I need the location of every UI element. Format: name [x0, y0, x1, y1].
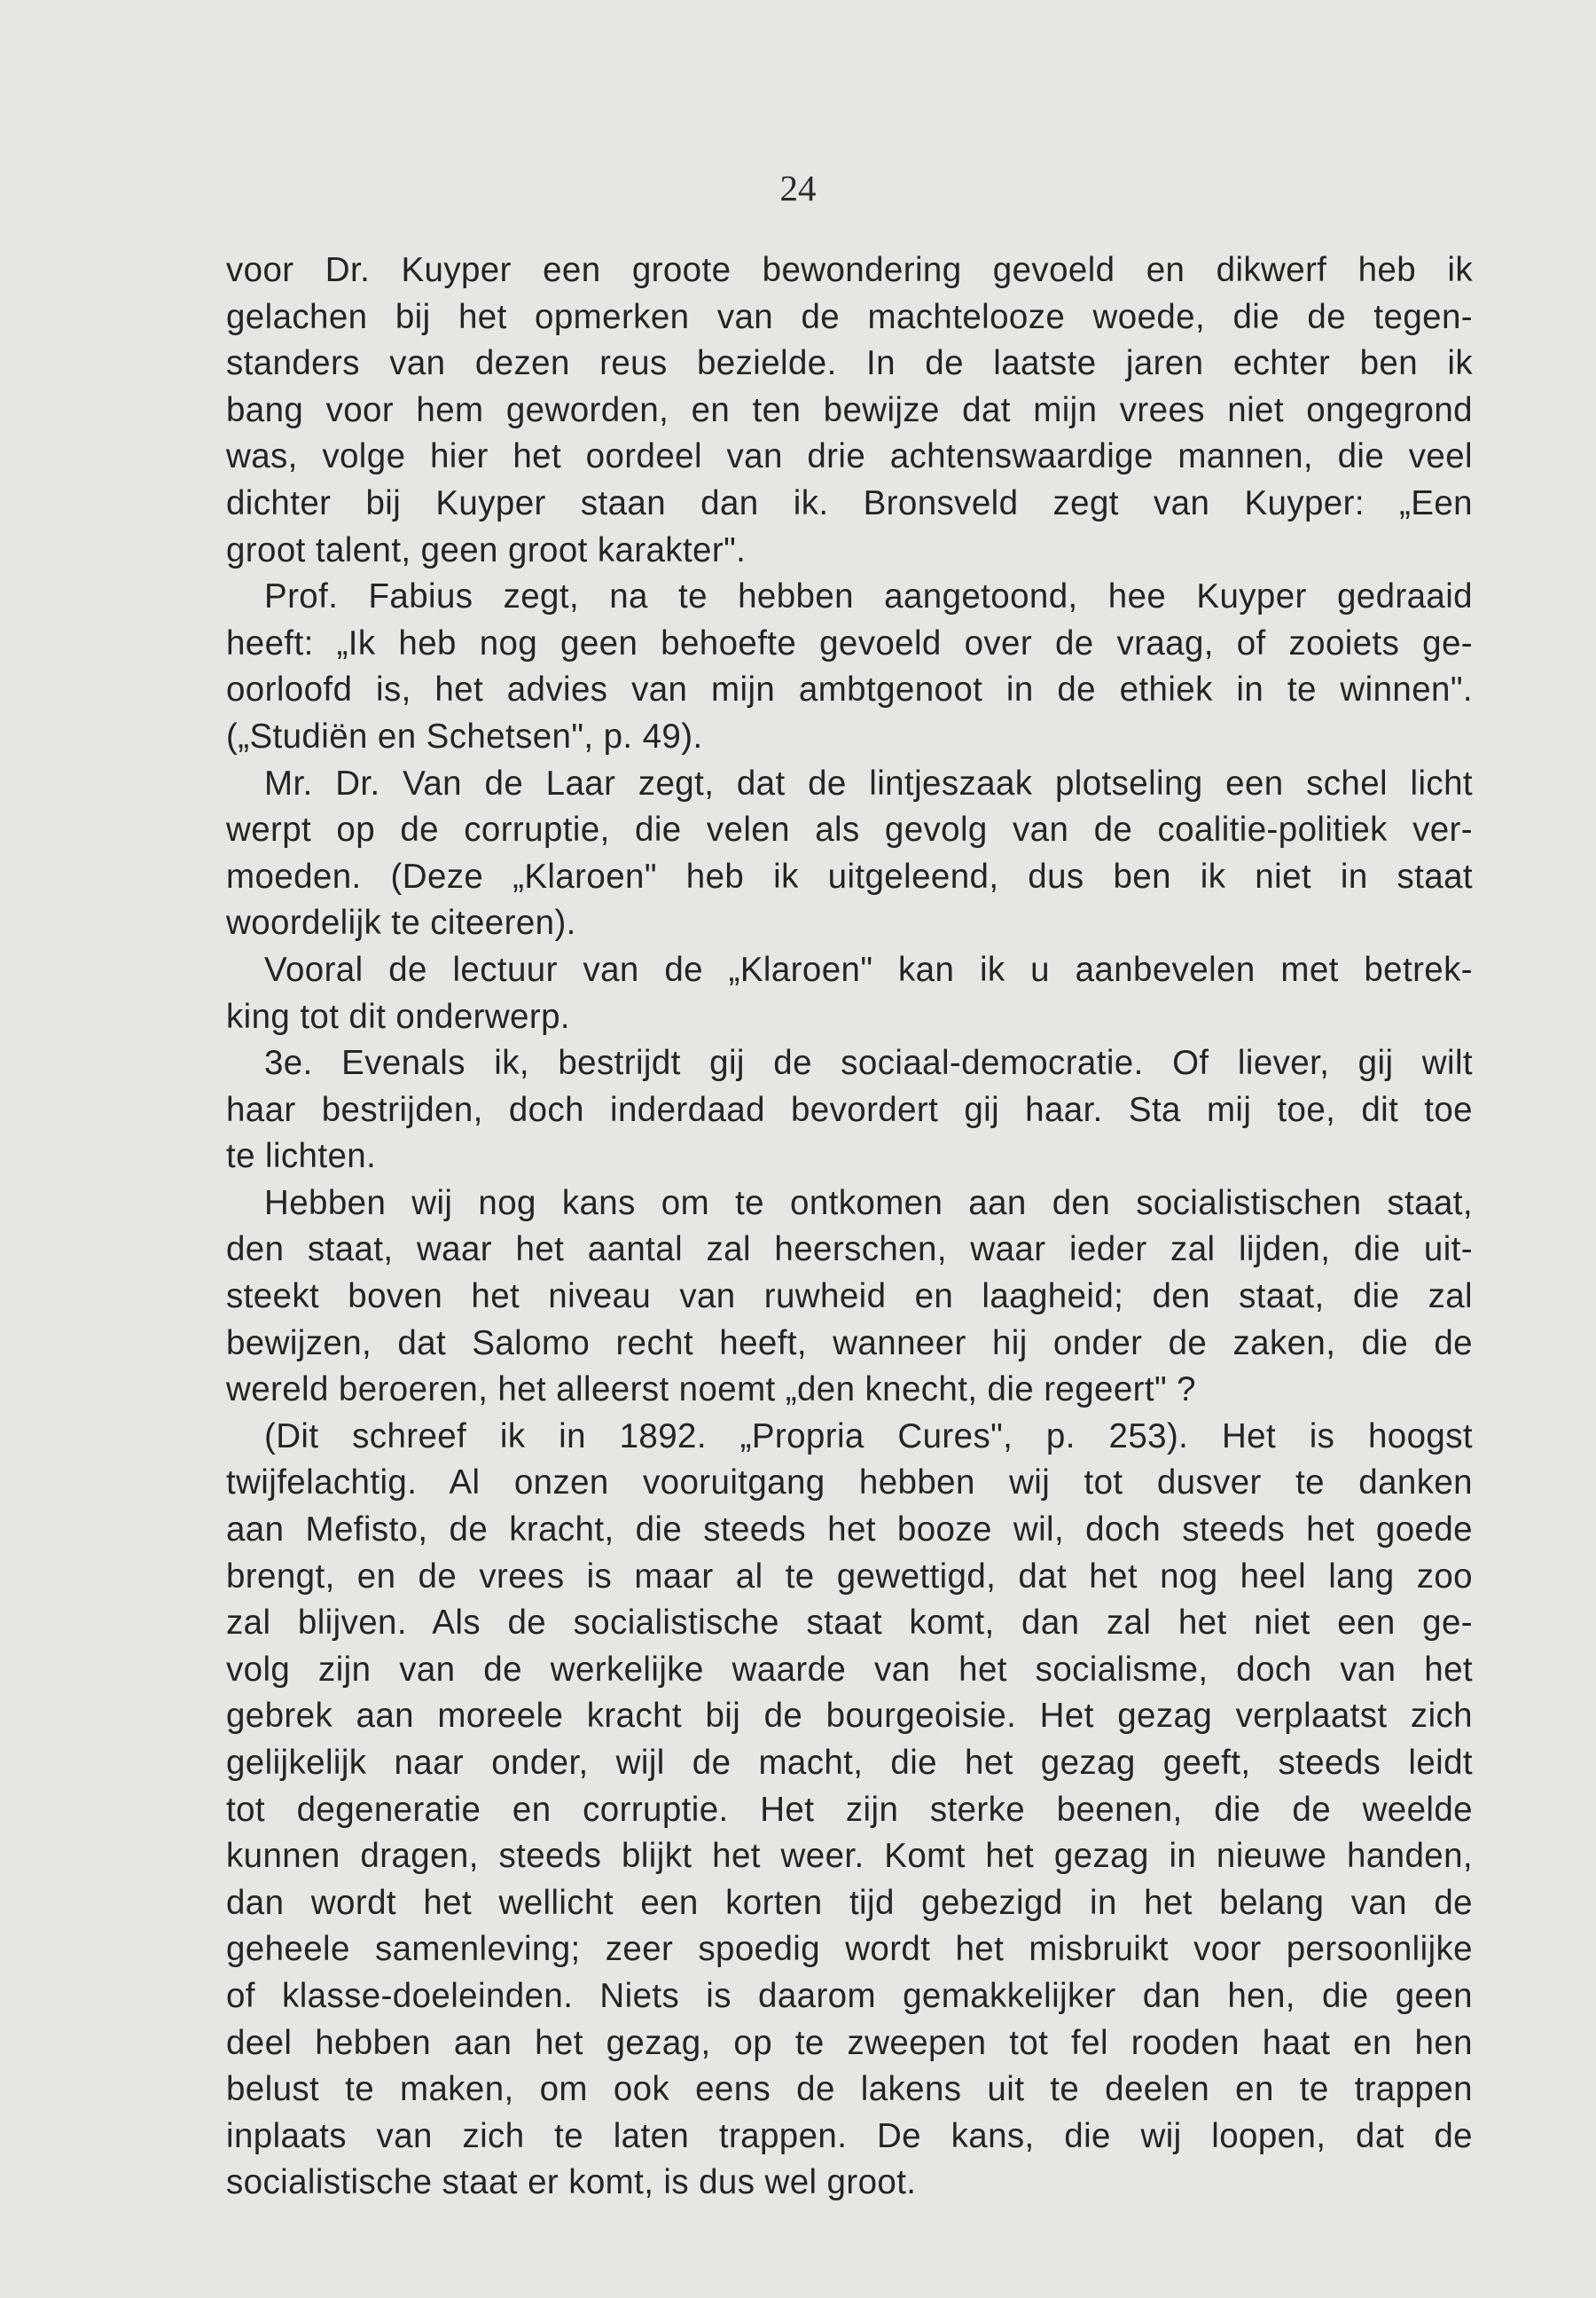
text-line: dichter bij Kuyper staan dan ik. Bronsveld zegt van Kuyper: „Een [226, 483, 1473, 522]
text-line: steekt boven het niveau van ruwheid en laagheid; den staat, die zal [226, 1277, 1473, 1316]
text-line: 3e. Evenals ik, bestrijdt gij de sociaal-democratie. Of liever, gij wilt [264, 1044, 1473, 1083]
text-line: werpt op de corruptie, die velen als gevolg van de coalitie-politiek ver- [226, 811, 1473, 850]
text-line: (Dit schreef ik in 1892. „Propria Cures", p. 253). Het is hoogst [264, 1416, 1473, 1455]
text-line: standers van dezen reus bezielde. In de laatste jaren echter ben ik [226, 344, 1473, 383]
text-line: tot degeneratie en corruptie. Het zijn sterke beenen, die de weelde [226, 1790, 1473, 1829]
text-line: haar bestrijden, doch inderdaad bevordert gij haar. Sta mij toe, dit toe [226, 1090, 1473, 1129]
text-line: den staat, waar het aantal zal heerschen, waar ieder zal lijden, die uit- [226, 1230, 1473, 1269]
text-line: inplaats van zich te laten trappen. De kans, die wij loopen, dat de [226, 2116, 1473, 2155]
text-line: geheele samenleving; zeer spoedig wordt het misbruikt voor persoonlijke [226, 1930, 1473, 1969]
text-line: oorloofd is, het advies van mijn ambtgenoot in de ethiek in te winnen". [226, 671, 1473, 710]
text-line: deel hebben aan het gezag, op te zweepen tot fel rooden haat en hen [226, 2023, 1473, 2062]
text-line: zal blijven. Als de socialistische staat komt, dan zal het niet een ge- [226, 1604, 1473, 1643]
text-line: („Studiën en Schetsen", p. 49). [226, 717, 703, 756]
text-line: heeft: „Ik heb nog geen behoefte gevoeld over de vraag, of zooiets ge- [226, 624, 1473, 663]
text-line: dan wordt het wellicht een korten tijd gebezigd in het belang van de [226, 1883, 1473, 1922]
text-line: gebrek aan moreele kracht bij de bourgeoisie. Het gezag verplaatst zich [226, 1697, 1473, 1736]
text-line: king tot dit onderwerp. [226, 997, 570, 1036]
body-text [226, 247, 1473, 2207]
text-line: of klasse-doeleinden. Niets is daarom gemakkelijker dan hen, die geen [226, 1976, 1473, 2015]
text-line: twijfelachtig. Al onzen vooruitgang hebben wij tot dusver te danken [226, 1463, 1473, 1502]
text-line: te lichten. [226, 1137, 377, 1176]
text-line: woordelijk te citeeren). [226, 904, 576, 943]
text-line: bewijzen, dat Salomo recht heeft, wanneer hij onder de zaken, die de [226, 1323, 1473, 1362]
text-line: moeden. (Deze „Klaroen" heb ik uitgeleend, dus ben ik niet in staat [226, 857, 1473, 896]
text-line: Mr. Dr. Van de Laar zegt, dat de lintjeszaak plotseling een schel licht [264, 764, 1473, 803]
text-line: voor Dr. Kuyper een groote bewondering gevoeld en dikwerf heb ik [226, 251, 1473, 289]
text-line: Vooral de lectuur van de „Klaroen" kan ik u aanbevelen met betrek- [264, 950, 1473, 989]
text-line: was, volge hier het oordeel van drie achtenswaardige mannen, die veel [226, 437, 1473, 476]
text-line: volg zijn van de werkelijke waarde van het socialisme, doch van het [226, 1650, 1473, 1689]
text-line: kunnen dragen, steeds blijkt het weer. Komt het gezag in nieuwe handen, [226, 1837, 1473, 1876]
text-line: brengt, en de vrees is maar al te gewettigd, dat het nog heel lang zoo [226, 1557, 1473, 1596]
text-line: aan Mefisto, de kracht, die steeds het booze wil, doch steeds het goede [226, 1510, 1473, 1549]
text-line: groot talent, geen groot karakter". [226, 530, 747, 569]
text-line: Hebben wij nog kans om te ontkomen aan den socialistischen staat, [264, 1183, 1473, 1222]
text-line: socialistische staat er komt, is dus wel groot. [226, 2163, 917, 2202]
text-line: gelachen bij het opmerken van de machtelooze woede, die de tegen- [226, 297, 1473, 336]
text-line: belust te maken, om ook eens de lakens uit te deelen en te trappen [226, 2070, 1473, 2109]
text-line: Prof. Fabius zegt, na te hebben aangetoond, hee Kuyper gedraaid [264, 577, 1473, 616]
text-line: bang voor hem geworden, en ten bewijze dat mijn vrees niet ongegrond [226, 390, 1473, 429]
page-number: 24 [779, 168, 817, 208]
text-line: gelijkelijk naar onder, wijl de macht, die het gezag geeft, steeds leidt [226, 1744, 1473, 1782]
text-line: wereld beroeren, het alleerst noemt „den knecht, die regeert" ? [226, 1370, 1196, 1409]
